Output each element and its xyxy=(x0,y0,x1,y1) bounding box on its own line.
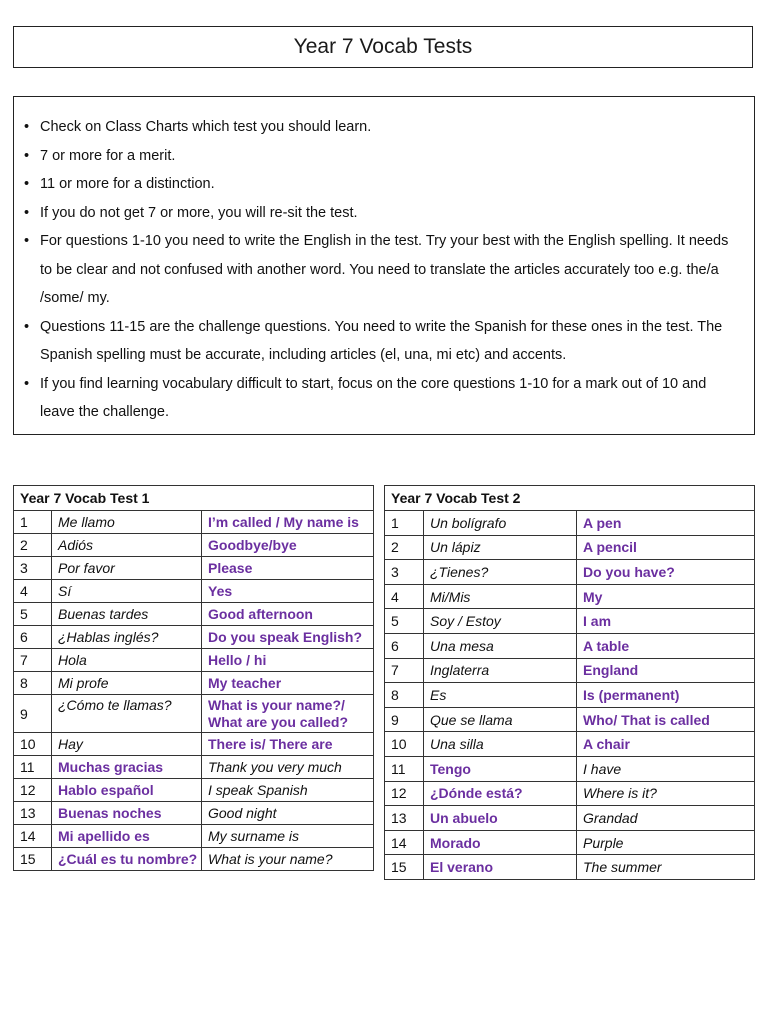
instruction-item: • If you find learning vocabulary difficult to start, focus on the core questions 1-10 for a mark out of 10 and leave the challenge. xyxy=(22,370,744,427)
spanish-word: Sí xyxy=(52,580,202,603)
row-number: 15 xyxy=(14,848,52,871)
english-word: What is your name?/ What are you called? xyxy=(202,695,374,733)
table-row xyxy=(14,733,374,756)
table-row xyxy=(14,672,374,695)
spanish-word: Buenas tardes xyxy=(52,603,202,626)
row-number: 8 xyxy=(385,683,424,708)
row-number: 1 xyxy=(14,511,52,534)
english-word: Thank you very much xyxy=(202,756,374,779)
spanish-word: ¿Hablas inglés? xyxy=(52,626,202,649)
table-row xyxy=(385,732,755,757)
instructions-box xyxy=(13,96,755,435)
table-row xyxy=(385,756,755,781)
table-row xyxy=(385,707,755,732)
english-word: Good night xyxy=(202,802,374,825)
row-number: 5 xyxy=(14,603,52,626)
table-row xyxy=(14,848,374,871)
spanish-word: Mi/Mis xyxy=(424,584,577,609)
row-number: 3 xyxy=(385,560,424,585)
spanish-word: Un lápiz xyxy=(424,535,577,560)
english-word: Who/ That is called xyxy=(577,707,755,732)
instruction-item: • If you do not get 7 or more, you will re-sit the test. xyxy=(22,199,744,228)
instructions-list xyxy=(22,113,744,427)
english-word: A chair xyxy=(577,732,755,757)
spanish-word: Tengo xyxy=(424,756,577,781)
row-number: 2 xyxy=(385,535,424,560)
table-row xyxy=(385,683,755,708)
row-number: 6 xyxy=(385,633,424,658)
table-row xyxy=(14,557,374,580)
spanish-word: Morado xyxy=(424,830,577,855)
spanish-word: Que se llama xyxy=(424,707,577,732)
spanish-word: Una silla xyxy=(424,732,577,757)
english-word: Good afternoon xyxy=(202,603,374,626)
table-row xyxy=(14,511,374,534)
english-word: There is/ There are xyxy=(202,733,374,756)
english-word: Hello / hi xyxy=(202,649,374,672)
row-number: 13 xyxy=(385,806,424,831)
row-number: 6 xyxy=(14,626,52,649)
row-number: 9 xyxy=(385,707,424,732)
table-heading: Year 7 Vocab Test 1 xyxy=(14,486,374,511)
row-number: 7 xyxy=(14,649,52,672)
english-word: What is your name? xyxy=(202,848,374,871)
table-row xyxy=(385,658,755,683)
table-row xyxy=(385,806,755,831)
table-row xyxy=(385,609,755,634)
spanish-word: Una mesa xyxy=(424,633,577,658)
spanish-word: ¿Dónde está? xyxy=(424,781,577,806)
spanish-word: Me llamo xyxy=(52,511,202,534)
spanish-word: Un bolígrafo xyxy=(424,511,577,536)
spanish-word: El verano xyxy=(424,855,577,880)
spanish-word: ¿Cómo te llamas? xyxy=(52,695,202,733)
instruction-item: • 7 or more for a merit. xyxy=(22,142,744,171)
english-word: Purple xyxy=(577,830,755,855)
table-heading: Year 7 Vocab Test 2 xyxy=(385,486,755,511)
table-row xyxy=(14,825,374,848)
english-word: I have xyxy=(577,756,755,781)
english-word: My surname is xyxy=(202,825,374,848)
english-word: Grandad xyxy=(577,806,755,831)
english-word: Do you speak English? xyxy=(202,626,374,649)
english-word: Is (permanent) xyxy=(577,683,755,708)
spanish-word: Un abuelo xyxy=(424,806,577,831)
table-row xyxy=(14,649,374,672)
table-row xyxy=(14,603,374,626)
table-row xyxy=(385,584,755,609)
row-number: 12 xyxy=(385,781,424,806)
row-number: 4 xyxy=(14,580,52,603)
spanish-word: ¿Cuál es tu nombre? xyxy=(52,848,202,871)
row-number: 12 xyxy=(14,779,52,802)
spanish-word: Hay xyxy=(52,733,202,756)
table-row xyxy=(14,779,374,802)
table-row xyxy=(14,695,374,733)
english-word: My teacher xyxy=(202,672,374,695)
row-number: 10 xyxy=(385,732,424,757)
table-row xyxy=(385,560,755,585)
row-number: 14 xyxy=(385,830,424,855)
instruction-item: • For questions 1-10 you need to write the English in the test. Try your best with the English spelling. It needs to be clear and not confused with another word. You need to translate the articles accurately too e.g. the/a /some/ my. xyxy=(22,227,744,313)
spanish-word: Mi profe xyxy=(52,672,202,695)
row-number: 14 xyxy=(14,825,52,848)
row-number: 5 xyxy=(385,609,424,634)
table-row xyxy=(14,534,374,557)
spanish-word: Buenas noches xyxy=(52,802,202,825)
english-word: Goodbye/bye xyxy=(202,534,374,557)
row-number: 10 xyxy=(14,733,52,756)
english-word: A table xyxy=(577,633,755,658)
english-word: The summer xyxy=(577,855,755,880)
table-row xyxy=(385,855,755,880)
spanish-word: Es xyxy=(424,683,577,708)
spanish-word: ¿Tienes? xyxy=(424,560,577,585)
english-word: Please xyxy=(202,557,374,580)
spanish-word: Inglaterra xyxy=(424,658,577,683)
row-number: 1 xyxy=(385,511,424,536)
table-row xyxy=(14,626,374,649)
row-number: 11 xyxy=(14,756,52,779)
english-word: A pen xyxy=(577,511,755,536)
english-word: I am xyxy=(577,609,755,634)
spanish-word: Muchas gracias xyxy=(52,756,202,779)
english-word: A pencil xyxy=(577,535,755,560)
spanish-word: Adiós xyxy=(52,534,202,557)
row-number: 9 xyxy=(14,695,52,733)
english-word: Where is it? xyxy=(577,781,755,806)
english-word: I speak Spanish xyxy=(202,779,374,802)
table-row xyxy=(385,511,755,536)
table-row xyxy=(14,756,374,779)
row-number: 8 xyxy=(14,672,52,695)
table-row xyxy=(14,802,374,825)
row-number: 15 xyxy=(385,855,424,880)
row-number: 11 xyxy=(385,756,424,781)
spanish-word: Hablo español xyxy=(52,779,202,802)
spanish-word: Hola xyxy=(52,649,202,672)
english-word: Do you have? xyxy=(577,560,755,585)
row-number: 4 xyxy=(385,584,424,609)
instruction-item: • Questions 11-15 are the challenge questions. You need to write the Spanish for these ones in the test. The Spanish spelling must be accurate, including articles (el, una, mi etc) and accents. xyxy=(22,313,744,370)
row-number: 13 xyxy=(14,802,52,825)
spanish-word: Por favor xyxy=(52,557,202,580)
table-row xyxy=(385,633,755,658)
vocab-test-2-table xyxy=(384,485,755,880)
table-row xyxy=(385,535,755,560)
row-number: 7 xyxy=(385,658,424,683)
table-row xyxy=(385,830,755,855)
english-word: My xyxy=(577,584,755,609)
table-row xyxy=(385,781,755,806)
instruction-item: • 11 or more for a distinction. xyxy=(22,170,744,199)
instruction-item: • Check on Class Charts which test you should learn. xyxy=(22,113,744,142)
page-title: Year 7 Vocab Tests xyxy=(13,26,753,68)
spanish-word: Mi apellido es xyxy=(52,825,202,848)
english-word: I’m called / My name is xyxy=(202,511,374,534)
english-word: England xyxy=(577,658,755,683)
english-word: Yes xyxy=(202,580,374,603)
vocab-test-1-table xyxy=(13,485,374,871)
row-number: 2 xyxy=(14,534,52,557)
spanish-word: Soy / Estoy xyxy=(424,609,577,634)
row-number: 3 xyxy=(14,557,52,580)
table-row xyxy=(14,580,374,603)
